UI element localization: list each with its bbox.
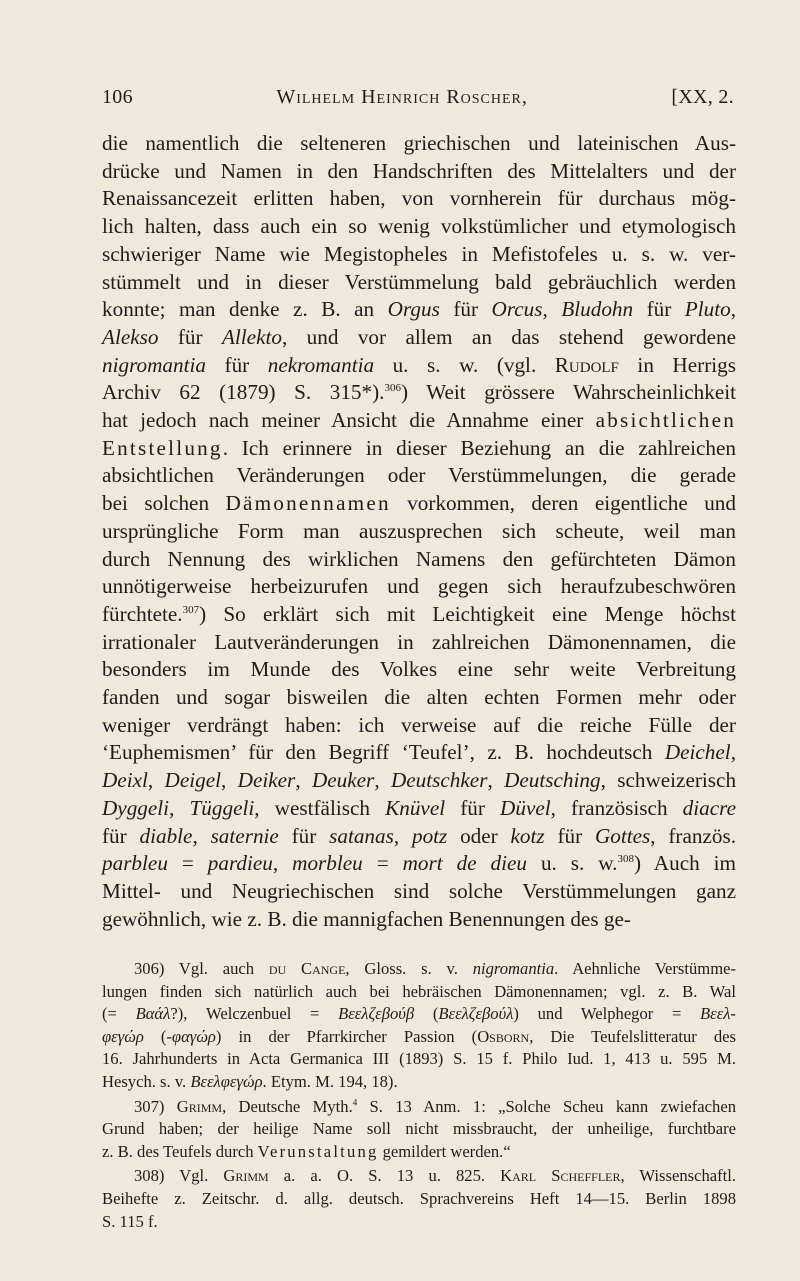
section-marker: [XX, 2.	[671, 86, 734, 108]
text-line: drücke und Namen in den Handschriften des Mittelalters und der	[102, 158, 736, 183]
footnote-307	[102, 1096, 736, 1164]
footnote-308	[102, 1165, 736, 1233]
text-line: die namentlich die selteneren griechischen und lateinischen Aus-	[102, 131, 736, 155]
text-line: gewöhnlich, wie z. B. die mannigfachen Benennungen des ge-	[102, 906, 631, 931]
text-line: schwieriger Name wie Megistopheles in Mefistofeles u. s. w. ver-	[102, 241, 736, 266]
text-line: durch Nennung des wirklichen Namens den gefürchteten Dämon	[102, 546, 736, 571]
text-line: hat jedoch nach meiner Ansicht die Annahme einer absichtlichen	[102, 408, 736, 433]
footnote-line: lungen finden sich natürlich auch bei hebräischen Dämonennamen; vgl. z. B. Wal	[102, 981, 736, 1001]
text-line: ‘Euphemismen’ für den Begriff ‘Teufel’, z. B. hochdeutsch Deichel,	[102, 740, 736, 765]
footnote-line: 308) Vgl. Grimm a. a. O. S. 13 u. 825. Karl Scheffler, Wissenschaftl.	[134, 1166, 737, 1186]
footnote-line: 16. Jahrhunderts in Acta Germanica III (1893) S. 15 f. Philo Iud. 1, 413 u. 595 M.	[102, 1049, 736, 1069]
footnote-line: z. B. des Teufels durch Verunstaltung gemildert werden.“	[102, 1141, 511, 1161]
footnote-ref: 307	[182, 603, 200, 616]
footnote-line: φεγώρ (-φαγώρ) in der Pfarrkircher Passion (Osborn, Die Teufelslitteratur des	[102, 1026, 736, 1046]
text-line: fanden und sogar bisweilen die alten echten Formen mehr oder	[102, 685, 736, 710]
text-line: Entstellung. Ich erinnere in dieser Beziehung an die zahlreichen	[102, 435, 736, 460]
text-line: nigromantia für nekromantia u. s. w. (vgl. Rudolf in Herrigs	[102, 352, 736, 377]
main-text	[102, 130, 736, 933]
text-line: lich halten, dass auch ein so wenig volkstümlicher und etymologisch	[102, 214, 736, 239]
footnote-line: Hesych. s. v. Βεελφεγώρ. Etym. M. 194, 18).	[102, 1071, 398, 1091]
text-line: ursprüngliche Form man auszusprechen sich scheute, weil man	[102, 518, 736, 543]
text-line: Alekso für Allekto, und vor allem an das stehend gewordene	[102, 324, 736, 349]
footnotes	[102, 958, 736, 1235]
page-number: 106	[102, 86, 133, 108]
running-title: Wilhelm Heinrich Roscher,	[276, 86, 528, 108]
text-line: parbleu = pardieu, morbleu = mort de dieu u. s. w.$^{308}$) Auch im	[102, 851, 737, 876]
text-line: Deixl, Deigel, Deiker, Deuker, Deutschker, Deutsching, schweizerisch	[102, 768, 737, 793]
footnote-ref: 306	[384, 382, 401, 395]
text-line: fürchtete.$^{307}$) So erklärt sich mit Leichtigkeit eine Menge höchst	[102, 601, 736, 626]
footnote-306	[102, 958, 736, 1094]
text-line: absichtlichen Veränderungen oder Verstümmelungen, die gerade	[102, 463, 736, 488]
text-line: stümmelt und in dieser Verstümmelung bald gebräuchlich werden	[102, 269, 736, 294]
footnote-line: Grund haben; der heilige Name soll nicht missbraucht, der unheilige, furchtbare	[102, 1119, 736, 1139]
text-line: für diable, saternie für satanas, potz oder kotz für Gottes, französ.	[102, 823, 736, 848]
running-header	[102, 86, 734, 116]
text-line: besonders im Munde des Volkes eine sehr weite Verbreitung	[102, 657, 736, 682]
text-line: Dyggeli, Tüggeli, westfälisch Knüvel für Düvel, französisch diacre	[102, 795, 736, 820]
text-line: Renaissancezeit erlitten haben, von vornherein für durchaus mög-	[102, 186, 736, 211]
text-line: irrationaler Lautveränderungen in zahlreichen Dämonennamen, die	[102, 629, 736, 654]
text-line: unnötigerweise herbeizurufen und gegen sich heraufzubeschwören	[102, 574, 736, 599]
text-line: konnte; man denke z. B. an Orgus für Orcus, Bludohn für Pluto,	[102, 297, 736, 322]
footnote-line: (= Βαάλ?), Welczenbuel = Βεελζεβούβ (Βεελζεβούλ) und Welphegor = Βεελ-	[102, 1004, 736, 1024]
text-line: Archiv 62 (1879) S. 315*).$^{306}$) Weit grössere Wahrscheinlichkeit	[102, 380, 736, 405]
text-line: bei solchen Dämonennamen vorkommen, deren eigentliche und	[102, 491, 736, 516]
footnote-ref: 308	[617, 853, 634, 866]
footnote-line: Beihefte z. Zeitschr. d. allg. deutsch. Sprachvereins Heft 14—15. Berlin 1898	[102, 1188, 736, 1208]
footnote-line: 306) Vgl. auch du Cange, Gloss. s. v. nigromantia. Aehnliche Verstümme-	[134, 959, 736, 978]
footnote-line: S. 115 f.	[102, 1211, 158, 1231]
text-line: Mittel- und Neugriechischen sind solche Verstümmelungen ganz	[102, 878, 736, 903]
text-line: weniger verdrängt haben: ich verweise auf die reiche Fülle der	[102, 712, 736, 737]
footnote-line: 307) Grimm, Deutsche Myth.$^4$ S. 13 Anm. 1: „Solche Scheu kann zwiefachen	[134, 1096, 736, 1116]
